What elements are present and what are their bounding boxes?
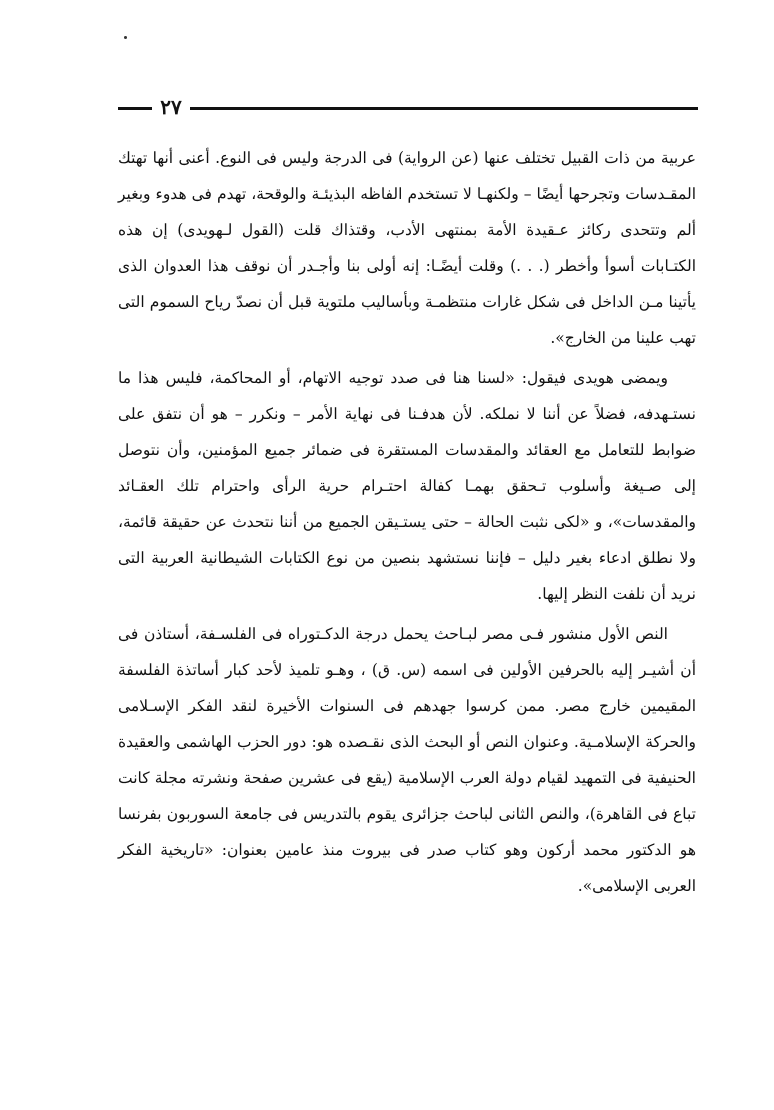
header-rule-right <box>190 107 698 110</box>
header-rule-left <box>118 107 152 110</box>
paragraph-2: ويمضى هويدى فيقول: «لسنا هنا فى صدد توجيه الاتهام، أو المحاكمة، فليس هذا ما نستـهدفه، فضلاً عن أننا لا نملكه. لأن هدفـنا فى نهاية الأمر – ونكرر – هو أن نتفق على ضوابط للتعامل مع العقائد والمقدسات المستقرة فى ضمائر جميع المؤمنين، وأن نتوصل إلى صـيغة وأسلوب تـحقق بهمـا كفالة احتـرام حرية الرأى واحترام تلك العقـائد والمقدسات»، و «لكى نثبت الحالة – حتى يستـيقن الجميع من أننا نتحدث عن حقيقة قائمة، ولا نطلق ادعاء بغير دليل – فإننا نستشهد بنصين من نوع الكتابات الشيطانية العربية التى نريد أن نلفت النظر إليها. <box>118 369 696 603</box>
page-header <box>118 94 698 120</box>
scan-speck <box>124 36 127 39</box>
body-text <box>118 140 696 904</box>
paragraph-1: عربية من ذات القبيل تختلف عنها (عن الرواية) فى الدرجة وليس فى النوع. أعنى أنها تهتك المقـدسات وتجرحها أيضًا – ولكنهـا لا تستخدم الفاظه البذيئـة والوقحة، تهدم فى هدوء وبغير ألم وتتحدى ركائز عـقيدة الأمة بمنتهى الأدب، وقتذاك قلت (القول لـهويدى) إن هذه الكتـابات أسوأ وأخطر (. . .) وقلت أيضًـا: إنه أولى بنا وأجـدر أن نوقف هذا العدوان الذى يأتينا مـن الداخل فى شكل غارات منتظمـة وبأساليب ملتوية قبل أن نصدّ رياح السموم التى تهب علينا من الخارج». <box>118 149 696 347</box>
paragraph-3: النص الأول منشور فـى مصر لبـاحث يحمل درجة الدكـتوراه فى الفلسـفة، أستاذن فى أن أشيـر إليه بالحرفين الأولين فى اسمه (س. ق) ، وهـو تلميذ لأحد كبار أساتذة الفلسفة المقيمين خارج مصر. ممن كرسوا جهدهم فى السنوات الأخيرة لنقد الفكر الإسـلامى والحركة الإسلامـية. وعنوان النص أو البحث الذى نقـصده هو: دور الحزب الهاشمى والعقيدة الحنيفية فى التمهيد لقيام دولة العرب الإسلامية (يقع فى عشرين صفحة ونشرته مجلة كانت تباع فى القاهرة)، والنص الثانى لباحث جزائرى يقوم بالتدريس فى جامعة السوربون بفرنسا هو الدكتور محمد أركون وهو كتاب صدر فى بيروت منذ عامين بعنوان: «تاريخية الفكر العربى الإسلامى». <box>118 625 696 895</box>
page-number: ٢٧ <box>160 95 182 119</box>
